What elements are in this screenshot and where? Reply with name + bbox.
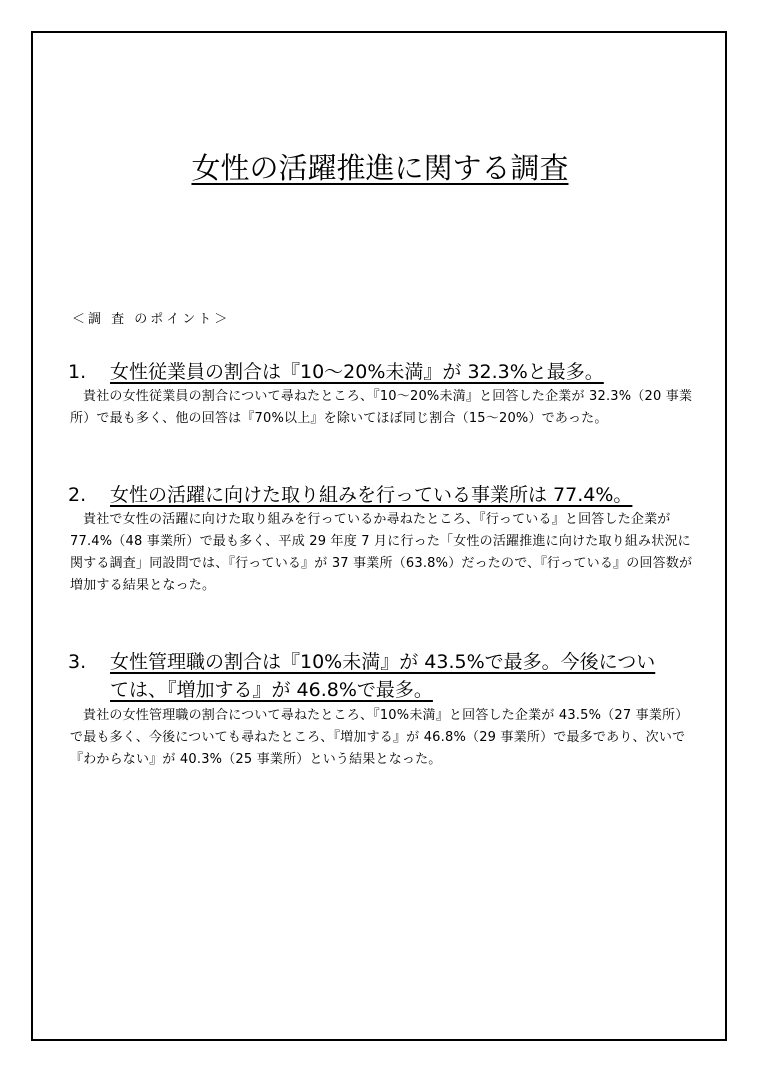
section-1-heading — [68, 358, 698, 386]
section-1-heading-text: 女性従業員の割合は『10～20%未満』が 32.3%と最多。 — [110, 361, 604, 383]
section-3-number: 3. — [68, 651, 87, 673]
document-title — [0, 148, 760, 188]
document-title-text: 女性の活躍推進に関する調査 — [191, 151, 569, 185]
section-1-body: 貴社の女性従業員の割合について尋ねたところ、『10～20%未満』と回答した企業が 32.3%（20 事業所）で最も多く、他の回答は『70%以上』を除いてほぼ同じ割合（15～20%）であった。 — [70, 389, 693, 426]
section-3-heading — [68, 648, 698, 704]
section-3-heading-line1: 女性管理職の割合は『10%未満』が 43.5%で最多。今後につい — [110, 651, 656, 673]
section-3-heading-line2: ては、『増加する』が 46.8%で最多。 — [110, 679, 433, 701]
section-2-heading-text: 女性の活躍に向けた取り組みを行っている事業所は 77.4%。 — [110, 484, 633, 506]
section-2-number: 2. — [68, 484, 87, 506]
survey-points-label: ＜調 査 のポイント＞ — [72, 312, 231, 327]
section-2-body: 貴社で女性の活躍に向けた取り組みを行っているか尋ねたところ、『行っている』と回答した企業が 77.4%（48 事業所）で最も多く、平成 29 年度 7 月に行った「女性の活躍推進に向けた取り組み状況に関する調査」同設問では、『行っている』が 37 事業所（63.8%）だったので、『行っている』の回答数が増加する結果となった。 — [70, 512, 693, 593]
section-1-number: 1. — [68, 361, 87, 383]
section-3-body: 貴社の女性管理職の割合について尋ねたところ、『10%未満』と回答した企業が 43.5%（27 事業所）で最も多く、今後についても尋ねたところ、『増加する』が 46.8%（29 事業所）で最多であり、次いで『わからない』が 40.3%（25 事業所）という結果となった。 — [70, 708, 689, 767]
section-2-heading — [68, 481, 698, 509]
